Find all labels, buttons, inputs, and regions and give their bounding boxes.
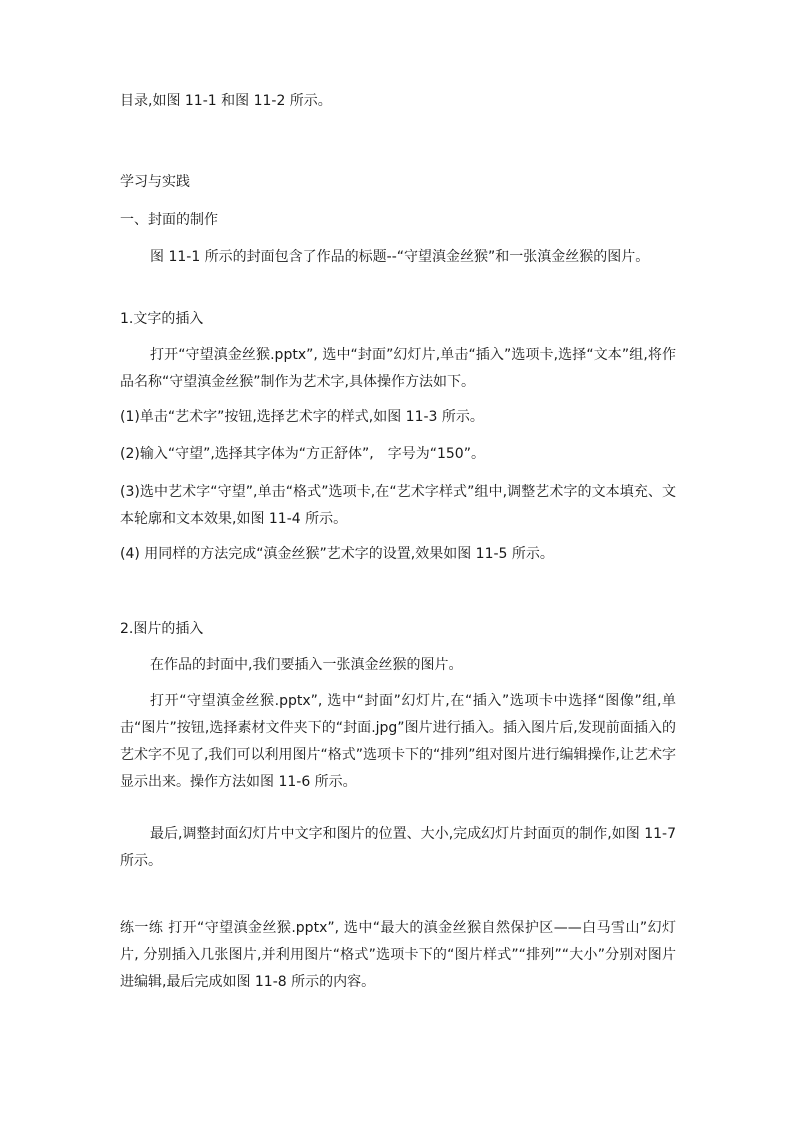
paragraph-cover-intro: 图 11-1 所示的封面包含了作品的标题--“守望滇金丝猴”和一张滇金丝猴的图片。 <box>150 249 650 265</box>
step-2: (2)输入“守望”,选择其字体为“方正舒体”, 字号为“150”。 <box>120 446 485 462</box>
paragraph-text-insert: 打开“守望滇金丝猴.pptx”, 选中“封面”幻灯片,单击“插入”选项卡,选择“文本”组,将作品名称“守望滇金丝猴”制作为艺术字,具体操作方法如下。 <box>120 347 676 390</box>
step-3: (3)选中艺术字“守望”,单击“格式”选项卡,在“艺术字样式”组中,调整艺术字的文本填充、文本轮廓和文本效果,如图 11-4 所示。 <box>120 484 676 527</box>
step-heading-text-insert: 1.文字的插入 <box>120 311 204 327</box>
step-1: (1)单击“艺术字”按钮,选择艺术字的样式,如图 11-3 所示。 <box>120 409 484 425</box>
subsection-heading-cover: 一、封面的制作 <box>120 212 218 228</box>
step-heading-image-insert: 2.图片的插入 <box>120 621 204 637</box>
paragraph-final-adjust: 最后,调整封面幻灯片中文字和图片的位置、大小,完成幻灯片封面页的制作,如图 11-7 所示。 <box>120 826 676 869</box>
paragraph-image-intro: 在作品的封面中,我们要插入一张滇金丝猴的图片。 <box>150 657 463 673</box>
toc-reference-line: 目录,如图 11-1 和图 11-2 所示。 <box>120 93 332 109</box>
paragraph-image-insert: 打开“守望滇金丝猴.pptx”, 选中“封面”幻灯片,在“插入”选项卡中选择“图像”组,单击“图片”按钮,选择素材文件夹下的“封面.jpg”图片进行插入。插入图片后,发现前面插入的艺术字不见了,我们可以利用图片“格式”选项卡下的“排列”组对图片进行编辑操作,让艺术字显示出来。操作方法如图 11-6 所示。 <box>120 693 676 790</box>
step-4: (4) 用同样的方法完成“滇金丝猴”艺术字的设置,效果如图 11-5 所示。 <box>120 546 554 562</box>
section-heading-study-practice: 学习与实践 <box>120 174 190 190</box>
paragraph-practice: 练一练 打开“守望滇金丝猴.pptx”, 选中“最大的滇金丝猴自然保护区——白马雪山”幻灯片, 分别插入几张图片,并利用图片“格式”选项卡下的“图片样式”“排列”“大小”分别对图片进编辑,最后完成如图 11-8 所示的内容。 <box>120 920 676 990</box>
